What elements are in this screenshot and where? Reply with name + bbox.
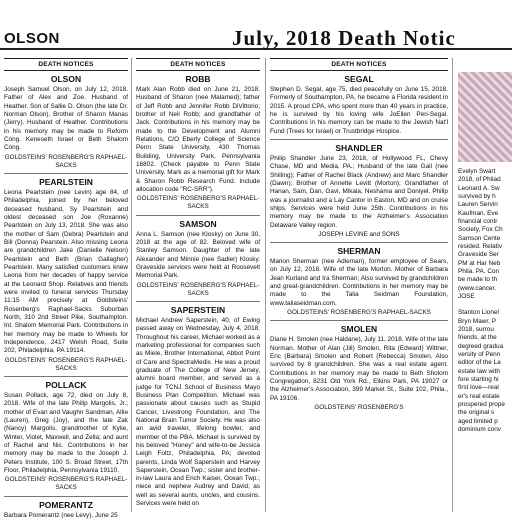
strip-line: 2018, surrou [458,325,494,333]
column-1 [4,58,128,519]
strip-line: Kaufman. Eve [458,209,499,217]
strip-line: be made to th [458,276,498,284]
strip-line: er's real estate [458,392,500,400]
notice-name: OLSON [50,74,82,84]
strip-line: 2018, of Philad [458,176,501,184]
strip-line: estate law with [458,367,500,375]
strip-line: fore starting hi [458,375,499,383]
strip-line: financial contr [458,217,498,225]
running-name: OLSON [4,30,60,47]
strip-line: Stanton Lionel [458,309,499,317]
right-notice-bottom [458,309,512,434]
strip-line: dominium conv [458,425,501,433]
notice-body: Anna L. Samson (nee Klosky) on June 30, 2018 at the age of 82. Beloved wife of Stanley Samson. Daughter of the late Alexander and Minnie (nee Sadler) Klosky. Graveside services were held at Roosevelt Memorial Park. [136,230,260,280]
page-title: July, 2018 Death Notic [232,26,456,50]
notice-pollack [4,377,128,497]
strip-line: the original s [458,409,495,417]
strip-line: Graveside Ser [458,251,499,259]
strip-line: survived by h [458,192,496,200]
strip-line: Leonard A. Sw [458,184,500,192]
notice-body: Michael Andrew Saperstein, 40, of Ewing passed away on Wednesday, July 4, 2018. Throughout his career, Michael worked as a marketing professional for companies such as Miele, Brother International, Abbot Point of Care and SpectraMedix. He was a proud graduate of The College of New Jersey, alumni board member, and served as a judge for TCNJ School of Business Mayo Business Plan Competition. Michael was passionate about causes such as Stupid Cancer, Livestrong Foundation, and The National Brain Tumor Society. He was also an avid traveler, lifelong bowler, and member of the PBA. Michael is survived by his beloved "Honey" and wife-to-be Jessica Leigh Foltz, Philadelphia, PA; devoted parents, Linda Wolf Saperstein and Harvey Saperstein, Ocean Twp.; sister and brother-in-law Laura and Erich Kaiser, Ocean Twp.; niece and nephew Audrey and David; as well as several aunts, uncles, and cousins. Services were held on [136,316,260,508]
notice-body: Leona Pearlstein (nee Levin) age 84, of Philadelphia, joined by her beloved deceased husband, Sy Pearlstein and oldest deceased son Joe (Roxanne) Pearlstein on July 13, 2018. She was also the mother of Sam (Debra) Pearlstein and Bill (Donna) Pearstein. Also missing Leona are grandchildren Jake (Danielle Nelson) Pearlstein and Beth (Brian Gallagher) Pearlstein. Many satisfied customers knew Leona from her decades of happy service at the Leonard Shop. Relatives and friends were invited to funeral services Thursday 11:15 AM precisely at Goldsteins' Rosenberg's Raphael-Sacks Suburban North, 310 2nd Street Pike, Southampton. Int. Shalom Memorial Park. Contributions in her memory may be made to Wheels for Independence, 2417 Welsh Road, Suite 202, Philadelphia, PA 19114. [4,188,128,355]
notice-body: Joseph Samuel Olson, on July 12, 2018. Father of Alex and Zoe. Husband of Heather. Son of Sallie D. Olson (the late Dr. Norman Olson). Brother of Sharon Manas (Jerry). Husband of Heather. Contributions in his memory may be made to Reform Cong. Keneseth Israel or Beth Shalom Cong. [4,86,128,152]
notice-name: SAPERSTEIN [170,304,226,315]
column-divider [265,58,266,512]
strip-line: versity of Penn [458,350,501,358]
notice-segal [270,71,448,140]
notice-funeral-home: JOSEPH LEVINE and SONS [318,230,400,238]
strip-line: Samson Cente [458,234,501,242]
notice-name: SHERMAN [337,246,381,257]
column-heading: DEATH NOTICES [4,58,128,71]
strip-line: resided. Relativ [458,242,503,250]
notice-robb [136,71,260,216]
column-3 [270,58,448,512]
notice-name: SAMSON [179,218,217,229]
strip-line: Phila. PA. Con [458,267,500,275]
notice-body: Diane H. Smolen (nee Haldane), July 11, 2018. Wife of the late Norman. Mother of Alan (Jill) Smolen, Rita (Edward) Wittner, Eric (Barbara) Smolen and Robert (Rebecca) Smolen. Also survived by 8 grandchildren. She was a real estate agent. Contributions in her memory may be made to Beth Sholom Congregation, 8231 Old York Rd., Elkins Park, PA 19027 or the Alzheimer's Association, 399 Market St., Suite 102, Phila., PA 19106. [270,336,448,402]
notice-funeral-home: GOLDSTEINS' ROSENBERG'S RAPHAEL-SACKS [4,356,128,372]
strip-line: Society, Fox Ch [458,226,503,234]
notice-sherman [270,243,448,321]
page-header [0,0,512,50]
notice-name: PEARLSTEIN [39,176,93,187]
strip-line: degreed gradua [458,342,504,350]
notice-body: Susan Pollack, age 72, died on July 8, 2018. Wife of the late Philip Margolis, Jr.; mother of Evan and Vaughn Sandman, Allie (Lauren), Greg (Joy), and the late Zak (Nancy) Margolis; grandmother of Kylie, Winter, Violet, Maxwell, and Zella; and aunt of Rachel and Nic. Contributions in her memory may be made to the Joseph J. Peters Institute, 100 S. Broad Street, 17th Floor, Philadelphia, Pennsylvania 19110. [4,391,128,474]
strip-line: JOSE [458,292,475,300]
strip-line: (www.cancer. [458,284,496,292]
notice-body: Marion Sherman (nee Adleman), former employee of Sears, on July 12, 2018. Wife of the late Morton. Mother of Barbara Jean Kurland and Ira Sherman; Also survived by grandchildren and great-grandchildren. Contributions in her memory may be made to the Talia Seidman Foundation, www.taliaseidman.com. [270,258,448,307]
notice-body: Stephen D. Segal, age 75, died peacefully on June 15, 2018. Formerly of Southampton, PA, he became a Florida resident in 2015. A proud CPA, who spent more than 40 years in practice, he is survived by his loving wife JoEllen Peri-Segal. Contributions in his memory can be made to the Jewish Nat'l Fund (Trees for Israel) or Trustbridge Hospice. [270,86,448,135]
notice-smolen [270,321,448,415]
notice-body: Mark Alan Robb died on June 21, 2018. Husband of Sharon (nee Malamed); father of Jeff Robb and Jennifer Robb DiVittorio; brother of Neil Robb; and grandfather of Jack. Contributions in his memory may be made to the Development and Alumni Relations, C/O Eberly College of Science Penn State University, 430 Thomas Building, University Park, Pennsylvania 16802. (Check payable to Penn State University. Mark as a memorial gift for Mark & Sharon Robb Research Fund. Include allocation code "RC-SRR"). [136,86,260,193]
notice-funeral-home: GOLDSTEINS' ROSENBERG'S RAPHAEL-SACKS [136,281,260,297]
column-divider [452,58,453,512]
notice-funeral-home: GOLDSTEINS' ROSENBERG'S RAPHAEL-SACKS [136,195,260,211]
right-notice-top [458,168,512,301]
notice-funeral-home: GOLDSTEINS' ROSENBERG'S RAPHAEL-SACKS [4,153,128,169]
decorative-photo [458,72,512,162]
notice-body: Philip Shandler June 23, 2018, of Hollywood FL, Chevy Chase, MD and Media, PA.; Husband of the late Gail (nee Shilling); Father of Rachel Black (Andrew) and Marc Shandler (Dawn); Brother of Annette Levitt (Morton); Grandfather of Hanan, Sam, Dan, Gavi, Mikala, Neshama and Doniyel. Philip was a journalist and a Lay Cantor in Easton, MD and on cruise ships. Services were held June 25th. Contributions in his memory may be made to the Alzheimer's Association Delaware Valley region. [270,154,448,229]
notice-name: SHANDLER [335,142,383,153]
notice-name: POMERANTZ [39,499,93,510]
strip-line: Lauren Servin [458,201,498,209]
notice-samson [136,216,260,302]
notice-name: ROBB [185,74,211,84]
notice-pearlstein [4,174,128,377]
notice-funeral-home: GOLDSTEINS' ROSENBERG'S [314,403,404,411]
right-column-cut-off [458,168,512,512]
strip-line: PM at Har Neb [458,259,501,267]
notice-body: Barbara Pomerantz (nee Levy), June 25 [4,511,118,519]
column-divider [131,58,132,512]
notice-funeral-home: GOLDSTEINS' ROSENBERG'S RAPHAEL-SACKS [4,476,128,492]
strip-line: prospered prope [458,400,505,408]
column-2 [136,58,260,512]
notice-olson [4,71,128,174]
notice-pomerantz [4,497,128,523]
notice-name: POLLACK [45,379,87,390]
notice-saperstein [136,302,260,512]
strip-line: friends, at the [458,334,497,342]
notice-name: SEGAL [344,74,374,84]
notice-shandler [270,140,448,243]
strip-line: first love—real [458,384,499,392]
strip-line: Bryn Mawr, P [458,317,496,325]
column-heading: DEATH NOTICES [136,58,260,71]
column-heading: DEATH NOTICES [270,58,448,71]
notice-name: SMOLEN [340,324,378,335]
strip-line: editor of the La [458,359,501,367]
strip-line: Evelyn Swart [458,168,496,175]
strip-line: aged limited p [458,417,498,425]
notice-funeral-home: GOLDSTEINS' ROSENBERG'S RAPHAEL-SACKS [287,309,431,317]
